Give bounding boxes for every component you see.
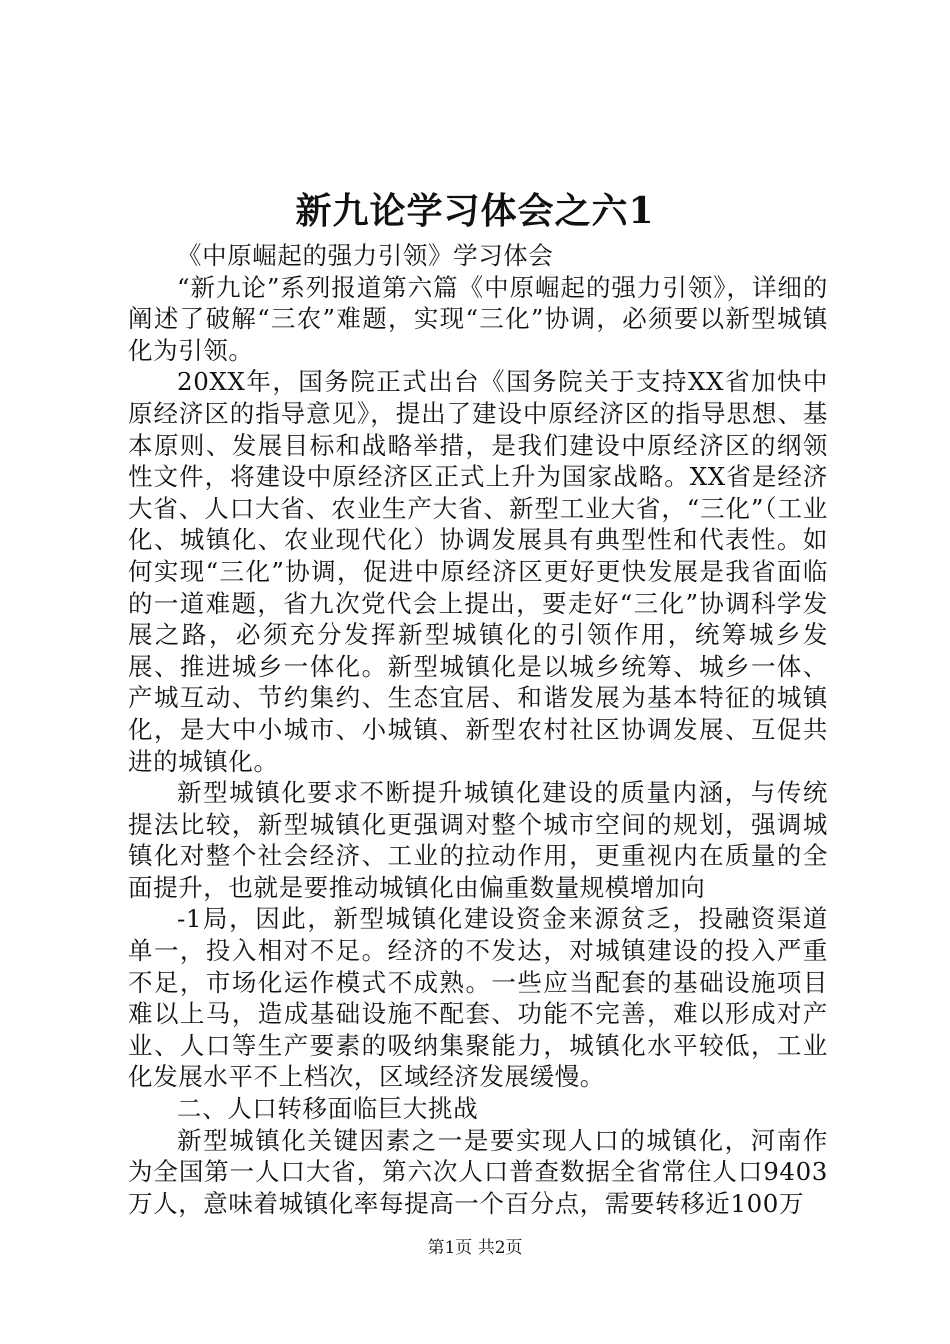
- paragraph: 新型城镇化关键因素之一是要实现人口的城镇化，河南作为全国第一人口大省，第六次人口普查数据全省常住人口9403万人，意味着城镇化率每提高一个百分点，需要转移近100万: [128, 1125, 828, 1218]
- paragraph: 20XX年，国务院正式出台《国务院关于支持XX省加快中原经济区的指导意见》，提出了建设中原经济区的指导思想、基本原则、发展目标和战略举措，是我们建设中原经济区的纲领性文件，将建设中原经济区正式上升为国家战略。XX省是经济大省、人口大省、农业生产大省、新型工业大省，“三化”（工业化、城镇化、农业现代化）协调发展具有典型性和代表性。如何实现“三化”协调，促进中原经济区更好更快发展是我省面临的一道难题，省九次党代会上提出，要走好“三化”协调科学发展之路，必须充分发挥新型城镇化的引领作用，统筹城乡发展、推进城乡一体化。新型城镇化是以城乡统筹、城乡一体、产城互动、节约集约、生态宜居、和谐发展为基本特征的城镇化，是大中小城市、小城镇、新型农村社区协调发展、互促共进的城镇化。: [128, 367, 828, 776]
- document-title: 新九论学习体会之六1: [295, 190, 655, 232]
- document-body: [128, 240, 828, 1219]
- paragraph: 新型城镇化要求不断提升城镇化建设的质量内涵，与传统提法比较，新型城镇化更强调对整个城市空间的规划，强调城镇化对整个社会经济、工业的拉动作用，更重视内在质量的全面提升，也就是要推动城镇化由偏重数量规模增加向: [128, 778, 828, 902]
- paragraph: -1局，因此，新型城镇化建设资金来源贫乏，投融资渠道单一，投入相对不足。经济的不发达，对城镇建设的投入严重不足，市场化运作模式不成熟。一些应当配套的基础设施项目难以上马，造成基础设施不配套、功能不完善，难以形成对产业、人口等生产要素的吸纳集聚能力，城镇化水平较低，工业化发展水平不上档次，区域经济发展缓慢。: [128, 904, 828, 1092]
- paragraph: “新九论”系列报道第六篇《中原崛起的强力引领》，详细的阐述了破解“三农”难题，实现“三化”协调，必须要以新型城镇化为引领。: [128, 272, 828, 365]
- section-heading: 二、人口转移面临巨大挑战: [177, 1094, 479, 1124]
- page-footer: 第1页 共2页: [427, 1238, 523, 1258]
- paragraph-subtitle: 《中原崛起的强力引领》学习体会: [177, 241, 554, 270]
